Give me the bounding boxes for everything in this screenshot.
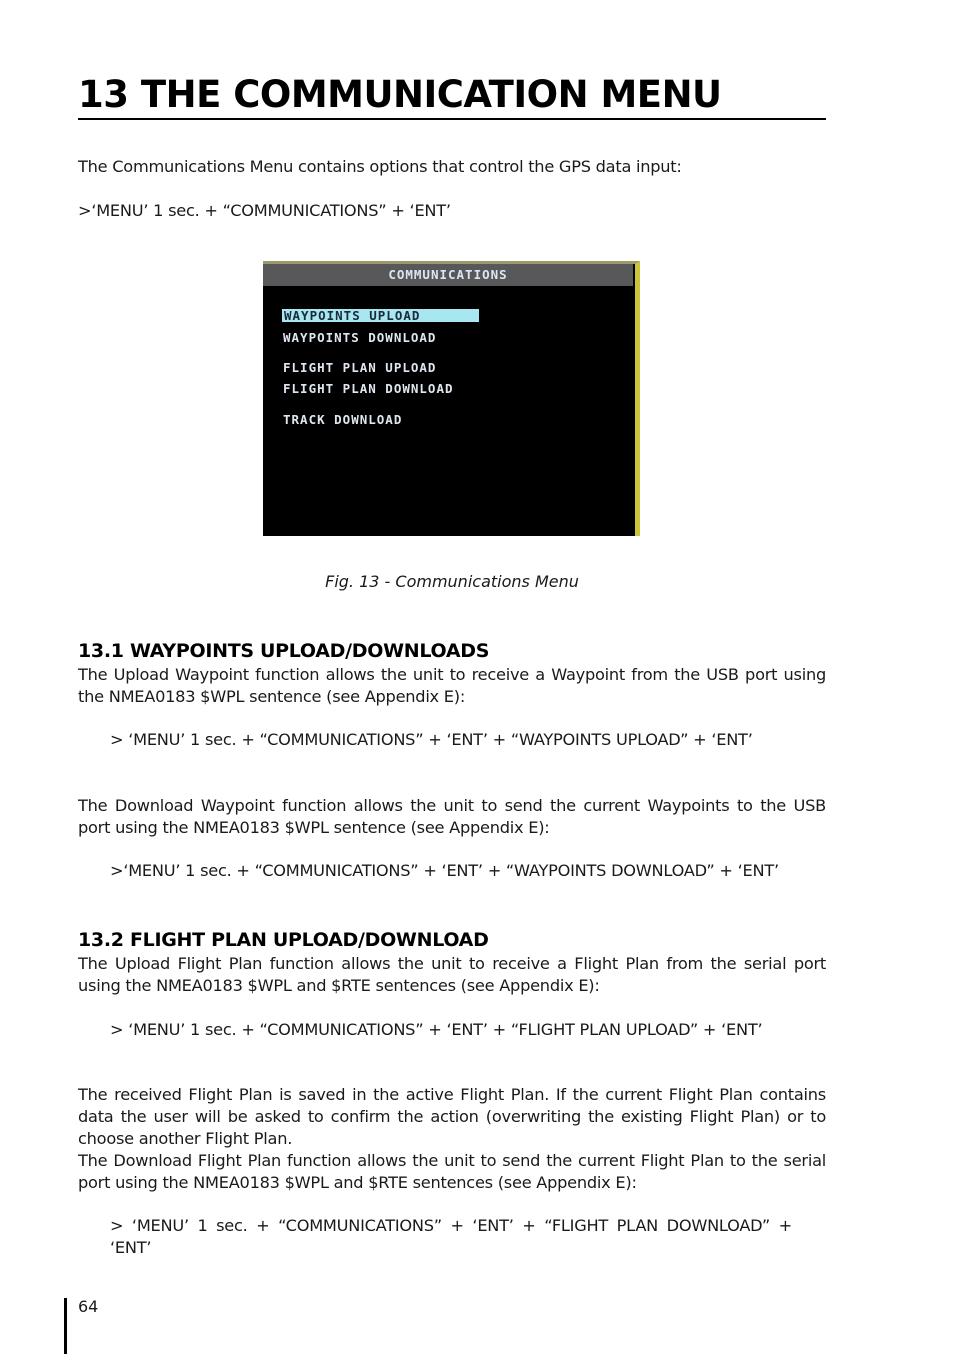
intro-command: >‘MENU’ 1 sec. + “COMMUNICATIONS” + ‘ENT’ <box>78 201 451 220</box>
menu-item-waypoints-upload[interactable]: WAYPOINTS UPLOAD <box>282 309 479 322</box>
gps-communications-screen <box>263 261 640 536</box>
menu-item-track-download[interactable]: TRACK DOWNLOAD <box>283 412 403 427</box>
footer-rule <box>64 1298 67 1354</box>
section-heading-13-2: 13.2 FLIGHT PLAN UPLOAD/DOWNLOAD <box>78 929 489 951</box>
menu-item-waypoints-download[interactable]: WAYPOINTS DOWNLOAD <box>283 330 437 345</box>
section2-command-2: > ‘MENU’ 1 sec. + “COMMUNICATIONS” + ‘ENT’ + “FLIGHT PLAN DOWNLOAD” + ‘ENT’ <box>110 1216 792 1257</box>
section2-paragraph-3: The Download Flight Plan function allows the unit to send the current Flight Plan to the serial port using the NMEA0183 $WPL and $RTE sentences (see Appendix E): <box>78 1151 826 1192</box>
section2-paragraph-2: The received Flight Plan is saved in the active Flight Plan. If the current Flight Plan contains data the user will be asked to confirm the action (overwriting the existing Flight Plan) or to choose another Flight Plan. <box>78 1085 826 1148</box>
section2-command-1: > ‘MENU’ 1 sec. + “COMMUNICATIONS” + ‘ENT’ + “FLIGHT PLAN UPLOAD” + ‘ENT’ <box>110 1020 763 1039</box>
page-number: 64 <box>78 1297 99 1316</box>
section1-command-1: > ‘MENU’ 1 sec. + “COMMUNICATIONS” + ‘ENT’ + “WAYPOINTS UPLOAD” + ‘ENT’ <box>110 730 753 749</box>
menu-item-flight-plan-download[interactable]: FLIGHT PLAN DOWNLOAD <box>283 381 454 396</box>
section-heading-13-1: 13.1 WAYPOINTS UPLOAD/DOWNLOADS <box>78 640 490 662</box>
section1-command-2: >‘MENU’ 1 sec. + “COMMUNICATIONS” + ‘ENT’ + “WAYPOINTS DOWNLOAD” + ‘ENT’ <box>110 861 779 880</box>
chapter-heading: 13 THE COMMUNICATION MENU <box>78 72 826 120</box>
section1-paragraph-2: The Download Waypoint function allows the unit to send the current Waypoints to the USB port using the NMEA0183 $WPL sentence (see Appendix E): <box>78 796 826 837</box>
screen-title: COMMUNICATIONS <box>263 264 633 286</box>
section1-paragraph-1: The Upload Waypoint function allows the unit to receive a Waypoint from the USB port using the NMEA0183 $WPL sentence (see Appendix E): <box>78 665 826 706</box>
intro-text: The Communications Menu contains options that control the GPS data input: <box>78 157 682 176</box>
section2-paragraph-1: The Upload Flight Plan function allows the unit to receive a Flight Plan from the serial port using the NMEA0183 $WPL and $RTE sentences (see Appendix E): <box>78 954 826 995</box>
menu-item-flight-plan-upload[interactable]: FLIGHT PLAN UPLOAD <box>283 360 437 375</box>
figure-caption: Fig. 13 - Communications Menu <box>325 572 579 591</box>
